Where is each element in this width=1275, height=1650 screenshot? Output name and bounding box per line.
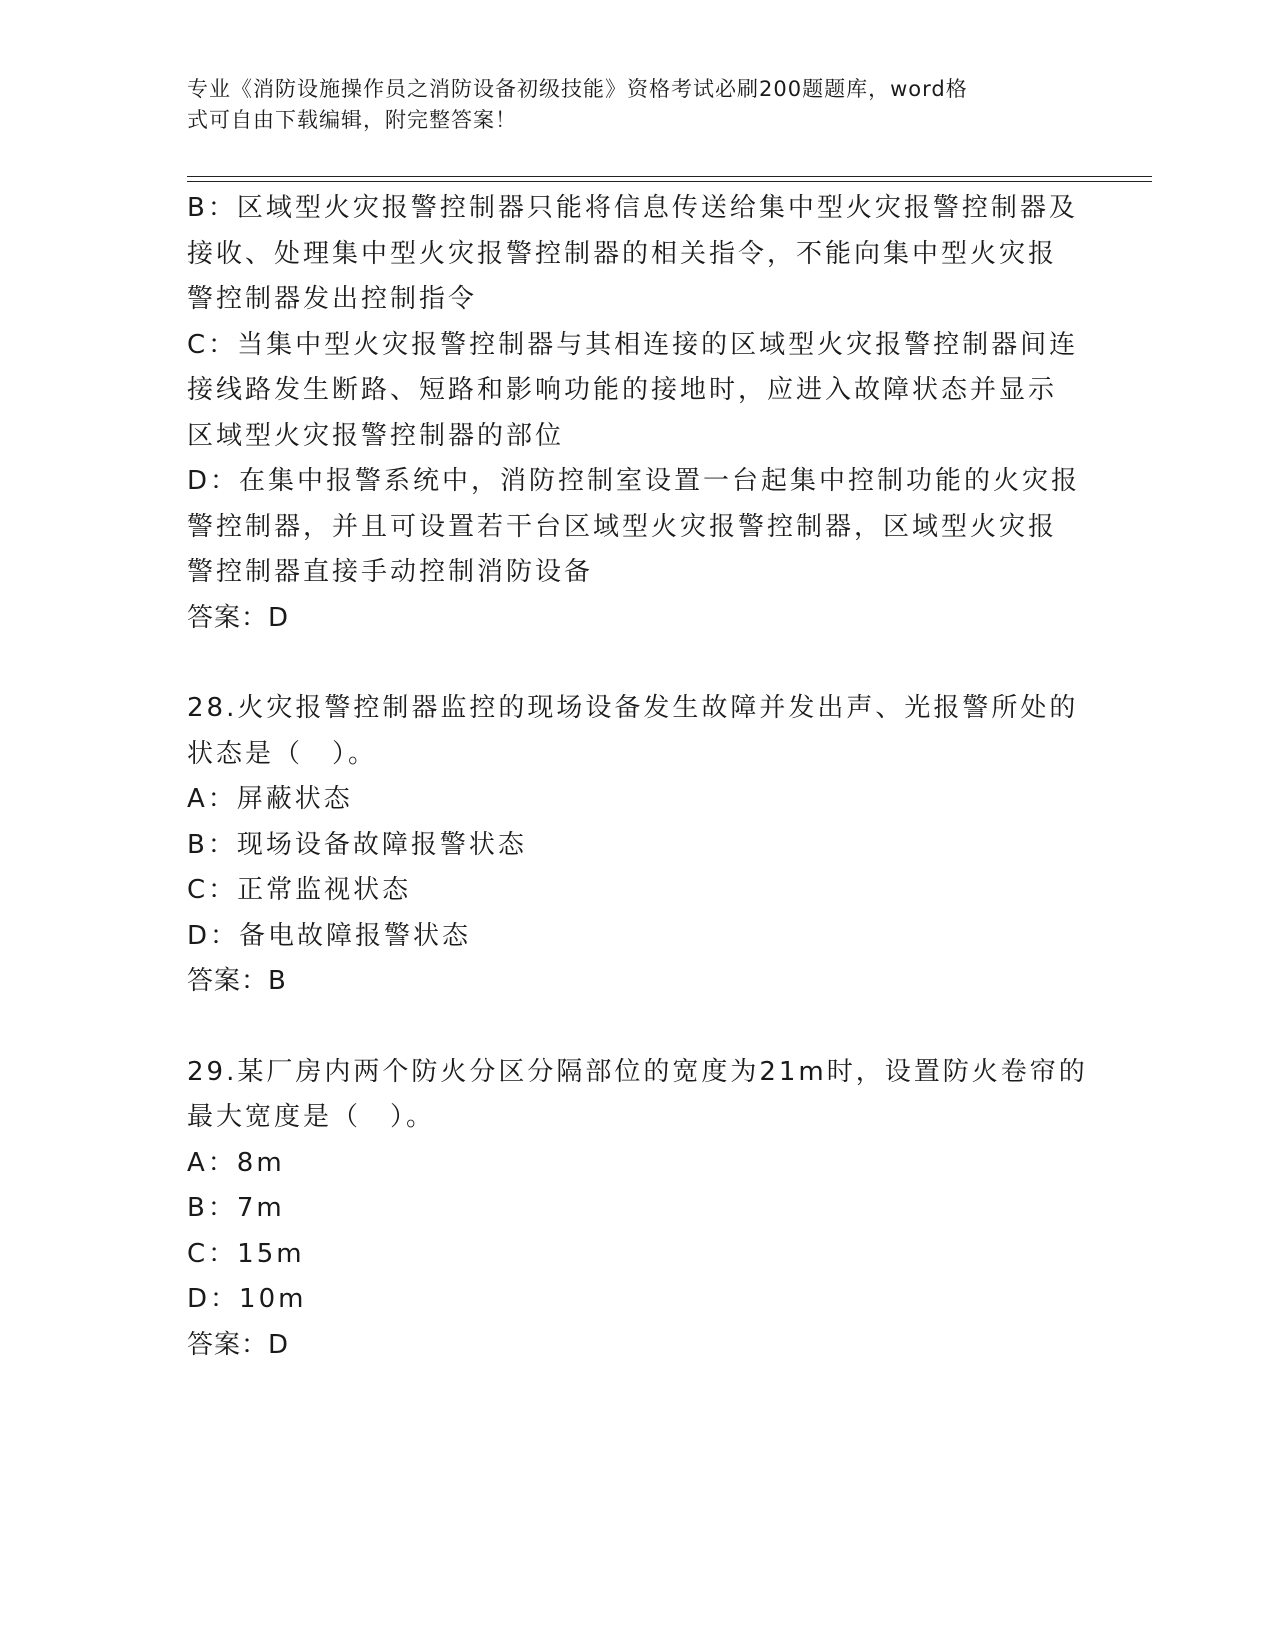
q29-option-d: D：10m: [187, 1284, 307, 1314]
q28-option-c: C：正常监视状态: [187, 875, 412, 905]
q27-option-c: [187, 323, 1077, 460]
q28-answer: 答案：B: [187, 966, 287, 996]
q28-stem-line: 状态是（ ）。: [187, 738, 378, 769]
spacer: [187, 1005, 1077, 1050]
q27-option-d-line: 警控制器，并且可设置若干台区域型火灾报警控制器，区域型火灾报: [187, 511, 1058, 542]
q27-option-b-line: B：区域型火灾报警控制器只能将信息传送给集中型火灾报警控制器及: [187, 193, 1078, 223]
q28-stem-line: 28.火灾报警控制器监控的现场设备发生故障并发出声、光报警所处的: [187, 693, 1079, 723]
q27-option-b-line: 接收、处理集中型火灾报警控制器的相关指令，不能向集中型火灾报: [187, 238, 1058, 269]
q27-option-c-line: 接线路发生断路、短路和影响功能的接地时，应进入故障状态并显示: [187, 375, 1058, 405]
q28-option-d: D：备电故障报警状态: [187, 920, 472, 951]
header-divider: [187, 176, 1152, 182]
q29-option-c: C：15m: [187, 1238, 305, 1269]
question-content: [187, 186, 1088, 1368]
q29-option-b: B：7m: [187, 1193, 285, 1223]
header-line-2: 式可自由下载编辑，附完整答案！: [187, 108, 517, 132]
q29-stem: [187, 1050, 1088, 1141]
q28-option-a: A：屏蔽状态: [187, 784, 353, 814]
q27-option-d: [187, 459, 1081, 596]
q29-stem-line: 最大宽度是（ ）。: [187, 1102, 436, 1132]
page-header: [187, 74, 1067, 136]
q27-option-d-line: D：在集中报警系统中，消防控制室设置一台起集中控制功能的火灾报: [187, 466, 1081, 496]
spacer: [187, 641, 1077, 686]
q29-stem-line: 29.某厂房内两个防火分区分隔部位的宽度为21m时，设置防火卷帘的: [187, 1056, 1088, 1087]
q27-option-d-line: 警控制器直接手动控制消防设备: [187, 557, 594, 587]
q27-option-c-line: 区域型火灾报警控制器的部位: [187, 420, 565, 451]
q29-option-a: A：8m: [187, 1147, 285, 1178]
q28-stem: [187, 686, 1077, 777]
q27-answer: 答案：D: [187, 602, 290, 633]
q27-option-c-line: C：当集中型火灾报警控制器与其相连接的区域型火灾报警控制器间连: [187, 329, 1079, 360]
q27-option-b-line: 警控制器发出控制指令: [187, 284, 478, 314]
q28-option-b: B：现场设备故障报警状态: [187, 829, 527, 860]
q29-answer: 答案：D: [187, 1329, 290, 1360]
header-line-1: 专业《消防设施操作员之消防设备初级技能》资格考试必刷200题题库，word格: [187, 77, 968, 101]
q27-option-b: [187, 186, 1077, 323]
